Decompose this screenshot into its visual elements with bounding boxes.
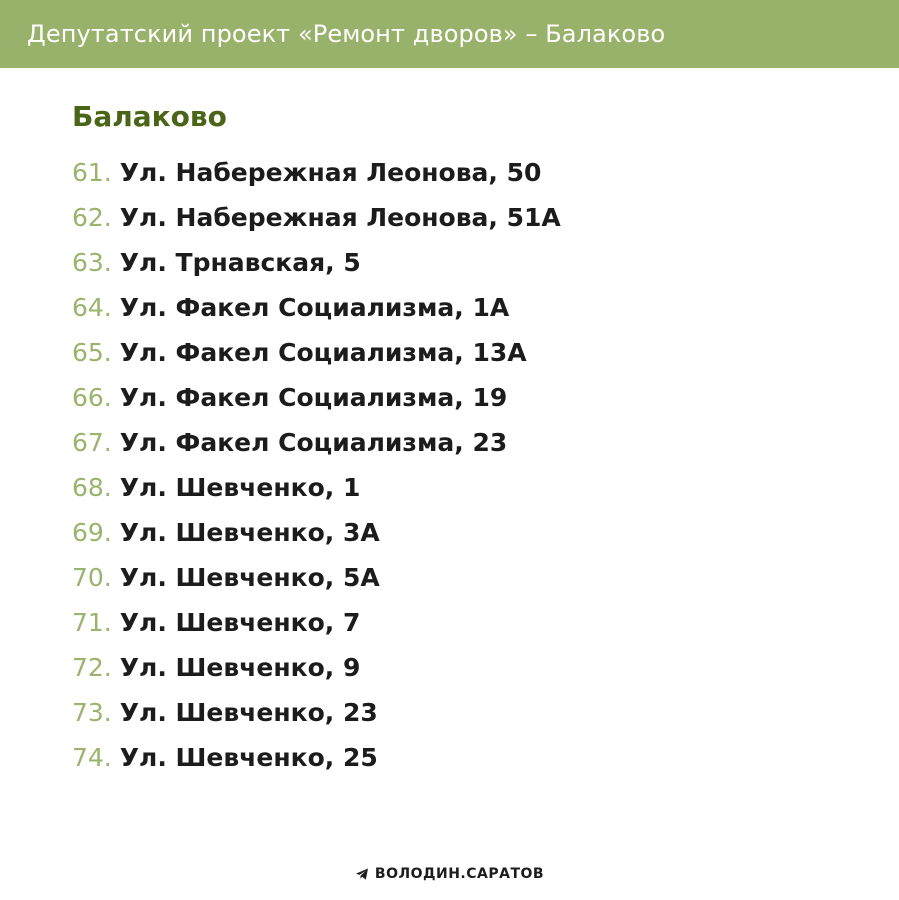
footer-brand	[0, 866, 899, 882]
item-number: 74.	[72, 743, 112, 772]
item-number: 67.	[72, 428, 112, 457]
item-number: 61.	[72, 158, 112, 187]
item-number: 69.	[72, 518, 112, 547]
item-number: 63.	[72, 248, 112, 277]
item-address: Ул. Факел Социализма, 1А	[119, 293, 510, 322]
item-number: 73.	[72, 698, 112, 727]
list-item	[72, 690, 561, 735]
item-number: 62.	[72, 203, 112, 232]
item-address: Ул. Шевченко, 1	[119, 473, 361, 502]
list-item	[72, 645, 561, 690]
item-address: Ул. Набережная Леонова, 51А	[119, 203, 561, 232]
item-address: Ул. Шевченко, 7	[119, 608, 361, 637]
header-bar	[0, 0, 899, 68]
item-number: 64.	[72, 293, 112, 322]
item-address: Ул. Шевченко, 5А	[119, 563, 380, 592]
list-item	[72, 510, 561, 555]
item-address: Ул. Набережная Леонова, 50	[119, 158, 542, 187]
section-title: Балаково	[72, 100, 227, 133]
item-address: Ул. Трнавская, 5	[119, 248, 361, 277]
item-number: 72.	[72, 653, 112, 682]
list-item	[72, 735, 561, 780]
list-item	[72, 600, 561, 645]
item-address: Ул. Шевченко, 3А	[119, 518, 380, 547]
list-item	[72, 150, 561, 195]
address-list	[72, 150, 561, 780]
page-title: Депутатский проект «Ремонт дворов» – Балаково	[27, 20, 666, 48]
item-number: 71.	[72, 608, 112, 637]
item-number: 70.	[72, 563, 112, 592]
item-number: 68.	[72, 473, 112, 502]
list-item	[72, 555, 561, 600]
item-address: Ул. Факел Социализма, 23	[119, 428, 508, 457]
item-address: Ул. Шевченко, 25	[119, 743, 378, 772]
list-item	[72, 240, 561, 285]
list-item	[72, 465, 561, 510]
list-item	[72, 285, 561, 330]
item-number: 65.	[72, 338, 112, 367]
list-item	[72, 375, 561, 420]
list-item	[72, 330, 561, 375]
item-number: 66.	[72, 383, 112, 412]
telegram-icon	[355, 867, 369, 881]
item-address: Ул. Шевченко, 23	[119, 698, 378, 727]
list-item	[72, 195, 561, 240]
item-address: Ул. Факел Социализма, 13А	[119, 338, 527, 367]
item-address: Ул. Шевченко, 9	[119, 653, 361, 682]
item-address: Ул. Факел Социализма, 19	[119, 383, 508, 412]
brand-name: ВОЛОДИН.САРАТОВ	[374, 866, 545, 882]
list-item	[72, 420, 561, 465]
